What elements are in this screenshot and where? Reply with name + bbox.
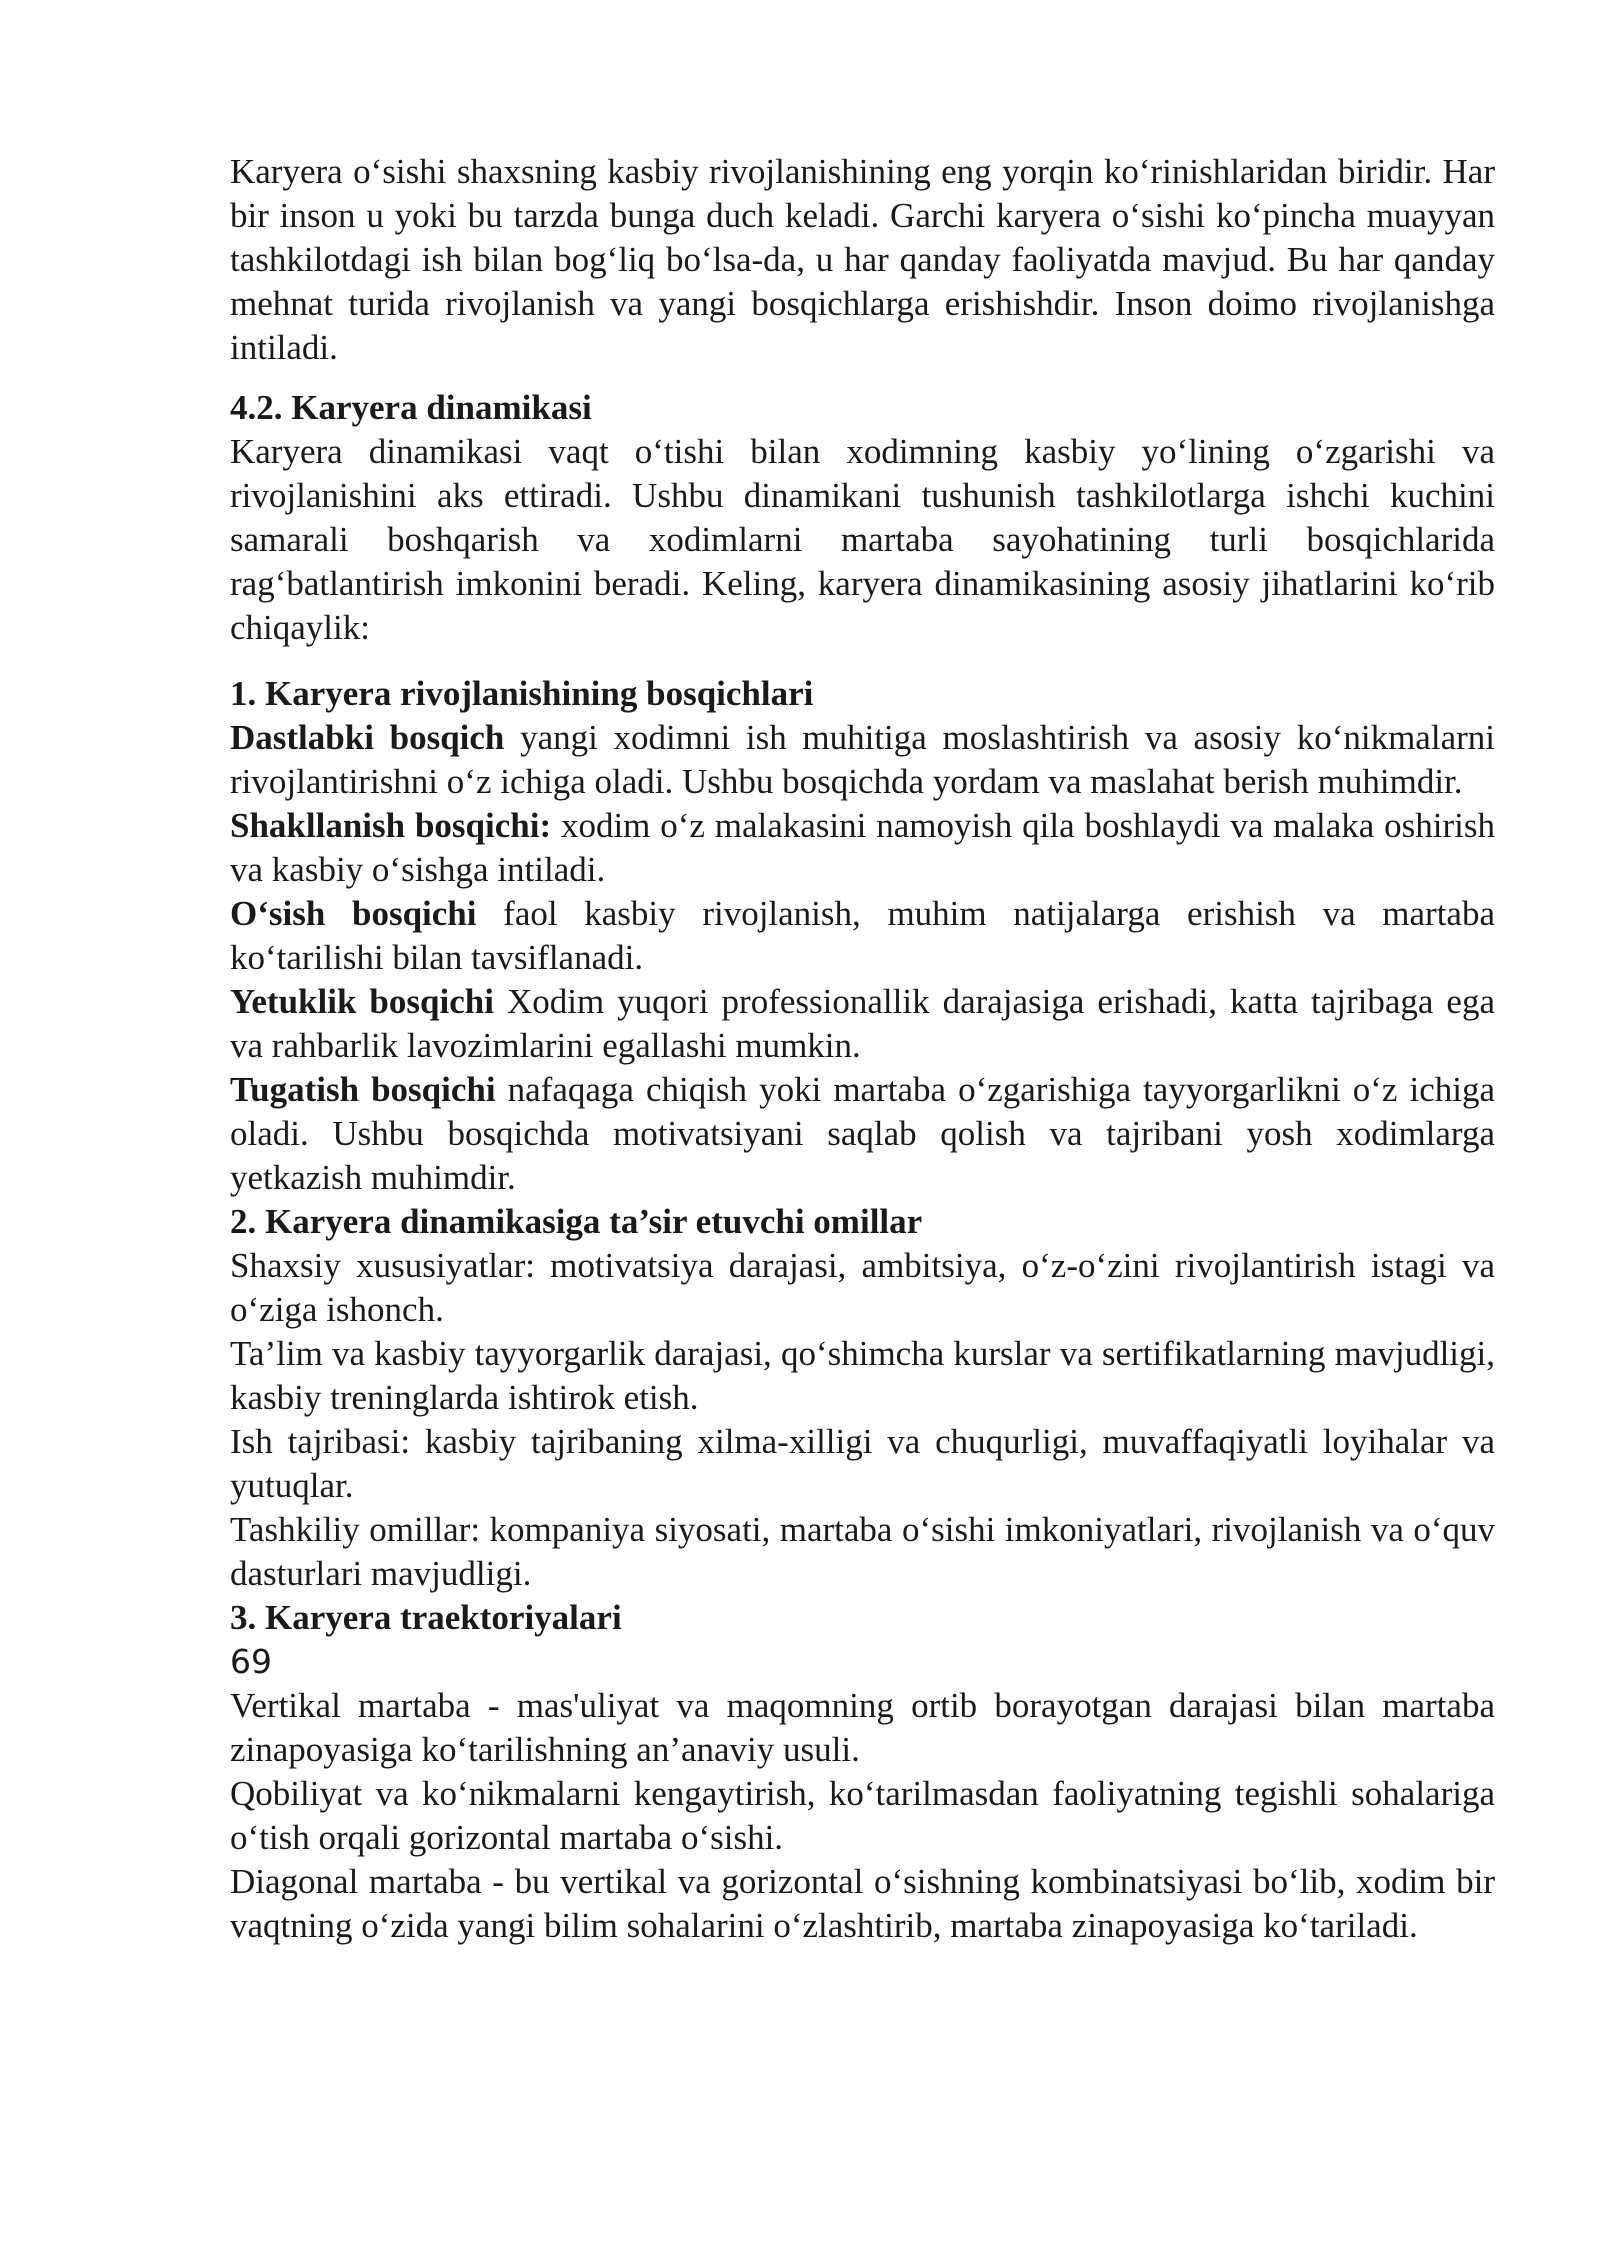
- stages-heading: 1. Karyera rivojlanishining bosqichlari: [230, 674, 814, 713]
- trajectory-paragraph: Qobiliyat va ko‘nikmalarni kengaytirish, ko‘tarilmasdan faoliyatning tegishli sohalariga o‘tish orqali gorizontal martaba o‘sishi.: [230, 1774, 1495, 1857]
- stage-text: nafaqaga chiqish yoki martaba o‘zgarishiga tayyorgarlikni o‘z ichiga oladi. Ushbu bosqichda motivatsiyani saqlab qolish va tajribani yosh xodimlarga yetkazish muhimdir.: [230, 1070, 1495, 1197]
- factor-paragraph: Ta’lim va kasbiy tayyorgarlik darajasi, qo‘shimcha kurslar va sertifikatlarning mavjudligi, kasbiy treninglarda ishtirok etish.: [230, 1334, 1495, 1417]
- stage-paragraph: [230, 1068, 1495, 1200]
- stage-paragraph: [230, 892, 1495, 980]
- trajectory-paragraph: Diagonal martaba - bu vertikal va gorizontal o‘sishning kombinatsiyasi bo‘lib, xodim bir vaqtning o‘zida yangi bilim sohalarini o‘zlashtirib, martaba zinapoyasiga ko‘tariladi.: [230, 1862, 1495, 1945]
- stage-paragraph: [230, 804, 1495, 892]
- stage-paragraph: [230, 716, 1495, 804]
- trajectory-paragraph: Vertikal martaba - mas'uliyat va maqomning ortib borayotgan darajasi bilan martaba zinapoyasiga ko‘tarilishning an’anaviy usuli.: [230, 1686, 1495, 1769]
- stage-paragraph: [230, 980, 1495, 1068]
- factor-paragraph: Shaxsiy xususiyatlar: motivatsiya darajasi, ambitsiya, o‘z-o‘zini rivojlantirish istagi va o‘ziga ishonch.: [230, 1246, 1495, 1329]
- stage-term: Tugatish bosqichi: [230, 1070, 496, 1109]
- stage-text: faol kasbiy rivojlanish, muhim natijalarga erishish va martaba ko‘tarilishi bilan tavsiflanadi.: [230, 894, 1496, 977]
- document-page: [230, 150, 1495, 1948]
- stage-text: xodim o‘z malakasini namoyish qila boshlaydi va malaka oshirish va kasbiy o‘sishga intiladi.: [230, 806, 1495, 889]
- section-heading-4-2: 4.2. Karyera dinamikasi: [230, 388, 592, 427]
- page-number: 69: [230, 1642, 272, 1681]
- intro-paragraph: Karyera o‘sishi shaxsning kasbiy rivojlanishining eng yorqin ko‘rinishlaridan biridir. Har bir inson u yoki bu tarzda bunga duch keladi. Garchi karyera o‘sishi ko‘pincha muayyan tashkilotdagi ish bilan bog‘liq bo‘lsa-da, u har qanday faoliyatda mavjud. Bu har qanday mehnat turida rivojlanish va yangi bosqichlarga erishishdir. Inson doimo rivojlanishga intiladi.: [230, 152, 1495, 367]
- factors-heading: 2. Karyera dinamikasiga ta’sir etuvchi omillar: [230, 1202, 923, 1241]
- trajectories-heading: 3. Karyera traektoriyalari: [230, 1598, 622, 1637]
- stage-term: Dastlabki bosqich: [230, 718, 505, 757]
- section-4-2-paragraph: Karyera dinamikasi vaqt o‘tishi bilan xodimning kasbiy yo‘lining o‘zgarishi va rivojlanishini aks ettiradi. Ushbu dinamikani tushunish tashkilotlarga ishchi kuchini samarali boshqarish va xodimlarni martaba sayohatining turli bosqichlarida rag‘batlantirish imkonini beradi. Keling, karyera dinamikasining asosiy jihatlarini ko‘rib chiqaylik:: [230, 432, 1495, 647]
- factor-paragraph: Ish tajribasi: kasbiy tajribaning xilma-xilligi va chuqurligi, muvaffaqiyatli loyihalar va yutuqlar.: [230, 1422, 1495, 1505]
- stage-term: Yetuklik bosqichi: [230, 982, 494, 1021]
- stage-term: O‘sish bosqichi: [230, 894, 477, 933]
- stage-text: yangi xodimni ish muhitiga moslashtirish va asosiy ko‘nikmalarni rivojlantirishni o‘z ichiga oladi. Ushbu bosqichda yordam va maslahat berish muhimdir.: [230, 718, 1495, 801]
- factor-paragraph: Tashkiliy omillar: kompaniya siyosati, martaba o‘sishi imkoniyatlari, rivojlanish va o‘quv dasturlari mavjudligi.: [230, 1510, 1495, 1593]
- stage-term: Shakllanish bosqichi:: [230, 806, 552, 845]
- stage-text: Xodim yuqori professionallik darajasiga erishadi, katta tajribaga ega va rahbarlik lavozimlarini egallashi mumkin.: [230, 982, 1495, 1065]
